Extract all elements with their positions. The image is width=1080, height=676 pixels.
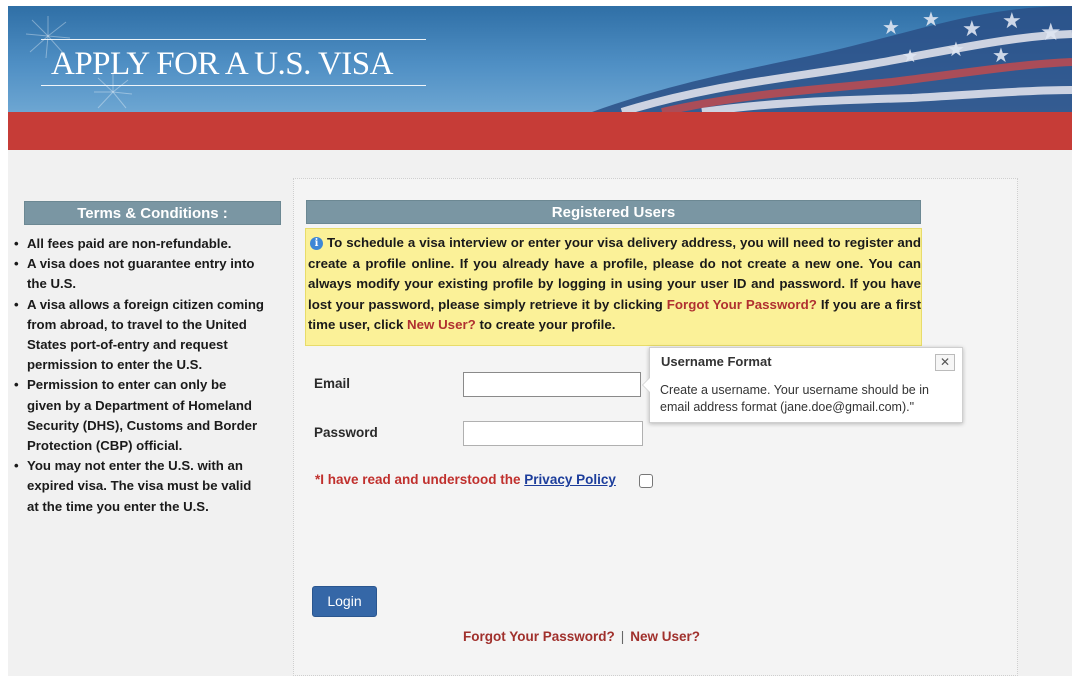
title-rule-top: [41, 39, 426, 40]
info-notice: [305, 228, 922, 346]
forgot-password-link[interactable]: Forgot Your Password?: [463, 629, 615, 644]
privacy-statement: [315, 472, 616, 487]
page-title: APPLY FOR A U.S. VISA: [51, 46, 393, 82]
registered-users-heading: Registered Users: [306, 200, 921, 224]
login-button[interactable]: Login: [312, 586, 377, 617]
tooltip-arrow-inner: [643, 378, 650, 392]
notice-text-2: If you are a first time user, click: [308, 296, 921, 333]
header-banner: [8, 6, 1072, 112]
new-user-link[interactable]: New User?: [630, 629, 701, 644]
terms-item: • All fees paid are non-refundable.: [14, 234, 264, 254]
username-format-tooltip: [649, 347, 963, 423]
svg-text:★: ★: [882, 15, 900, 39]
password-field[interactable]: [463, 421, 643, 446]
notice-new-user-link[interactable]: New User?: [407, 317, 476, 333]
terms-heading: Terms & Conditions :: [24, 201, 281, 225]
terms-item: • You may not enter the U.S. with an expired visa. The visa must be valid at the time you enter the U.S.: [14, 456, 264, 517]
notice-text-3: to create your profile.: [475, 317, 616, 333]
svg-text:★: ★: [922, 7, 940, 31]
footer-links: [463, 629, 700, 644]
close-icon[interactable]: ✕: [935, 354, 955, 371]
email-field[interactable]: [463, 372, 641, 397]
svg-text:★: ★: [992, 43, 1010, 67]
terms-item: • A visa does not guarantee entry into the U.S.: [14, 254, 264, 294]
notice-forgot-password-link[interactable]: Forgot Your Password?: [666, 296, 817, 312]
svg-text:★: ★: [1040, 18, 1062, 46]
email-label: Email: [314, 376, 351, 391]
header-red-bar: [8, 112, 1072, 150]
terms-item: • A visa allows a foreign citizen coming from abroad, to travel to the United States port-of-entry and request permission to enter the U.S.: [14, 295, 264, 376]
privacy-text: *I have read and understood the: [315, 472, 525, 487]
privacy-policy-link[interactable]: Privacy Policy: [524, 472, 616, 487]
password-label: Password: [314, 425, 378, 440]
us-flag-graphic: [552, 6, 1072, 112]
notice-text-1: To schedule a visa interview or enter your visa delivery address, you will need to register and create a profile online. If you already have a profile, please do not create a new one. You can always modify your existing profile by logging in using your user ID and password. If you have lost your password, please simply retrieve it by clicking: [308, 235, 921, 312]
title-rule-bottom: [41, 85, 426, 86]
info-icon: i: [310, 237, 323, 250]
terms-list: [14, 234, 264, 517]
tooltip-title: Username Format: [661, 354, 772, 369]
privacy-checkbox[interactable]: [639, 474, 653, 488]
svg-text:★: ★: [902, 46, 919, 67]
svg-text:★: ★: [1002, 9, 1022, 34]
tooltip-body: Create a username. Your username should be in email address format (jane.doe@gmail.com).": [660, 383, 929, 414]
svg-text:★: ★: [947, 37, 965, 61]
terms-item: • Permission to enter can only be given by a Department of Homeland Security (DHS), Customs and Border Protection (CBP) official.: [14, 375, 264, 456]
svg-text:★: ★: [962, 17, 982, 42]
link-separator: |: [620, 629, 625, 644]
